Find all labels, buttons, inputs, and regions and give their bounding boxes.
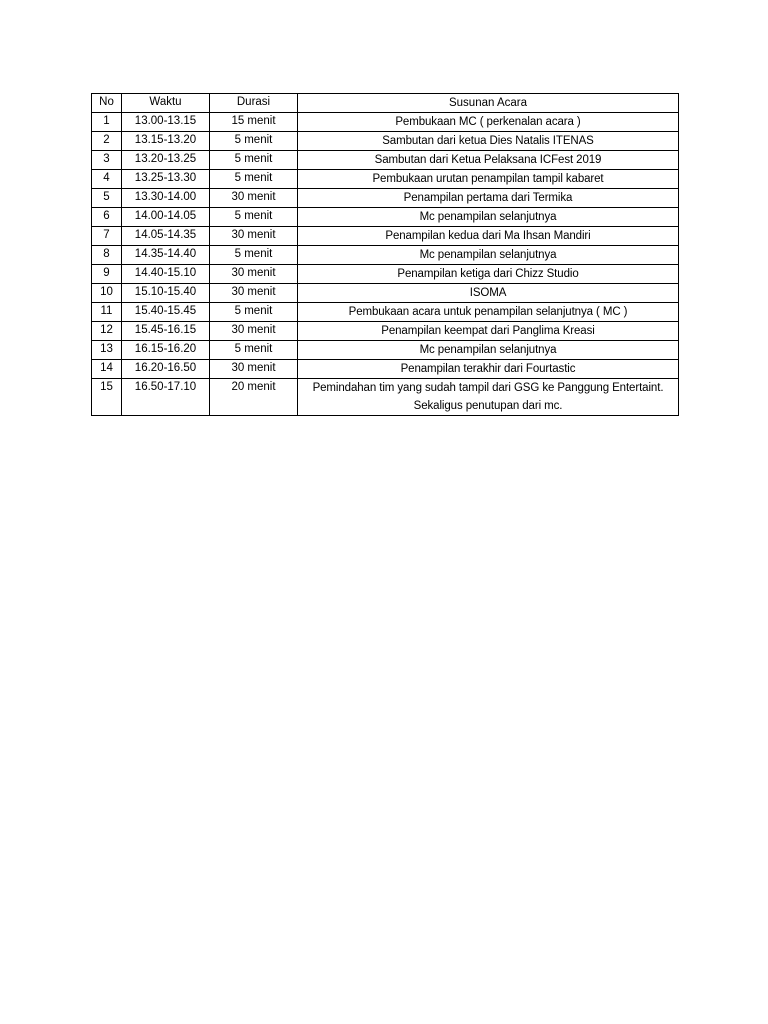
cell-acara: Pemindahan tim yang sudah tampil dari GSG ke Panggung Entertaint. Sekaligus penutupan dari mc. bbox=[298, 379, 679, 416]
cell-durasi: 5 menit bbox=[210, 151, 298, 170]
cell-waktu: 13.15-13.20 bbox=[122, 132, 210, 151]
table-row bbox=[92, 132, 679, 151]
cell-acara: Pembukaan acara untuk penampilan selanjutnya ( MC ) bbox=[298, 303, 679, 322]
cell-waktu: 15.10-15.40 bbox=[122, 284, 210, 303]
cell-waktu: 13.25-13.30 bbox=[122, 170, 210, 189]
cell-acara: Pembukaan urutan penampilan tampil kabaret bbox=[298, 170, 679, 189]
cell-durasi: 30 menit bbox=[210, 189, 298, 208]
cell-waktu: 16.15-16.20 bbox=[122, 341, 210, 360]
table-row bbox=[92, 208, 679, 227]
cell-no: 2 bbox=[92, 132, 122, 151]
cell-durasi: 5 menit bbox=[210, 132, 298, 151]
table-row bbox=[92, 151, 679, 170]
cell-durasi: 30 menit bbox=[210, 322, 298, 341]
cell-waktu: 13.20-13.25 bbox=[122, 151, 210, 170]
table-row bbox=[92, 303, 679, 322]
cell-acara: Penampilan keempat dari Panglima Kreasi bbox=[298, 322, 679, 341]
cell-no: 15 bbox=[92, 379, 122, 416]
cell-no: 8 bbox=[92, 246, 122, 265]
cell-waktu: 13.30-14.00 bbox=[122, 189, 210, 208]
cell-acara: ISOMA bbox=[298, 284, 679, 303]
cell-acara: Pembukaan MC ( perkenalan acara ) bbox=[298, 113, 679, 132]
table-row bbox=[92, 284, 679, 303]
cell-durasi: 5 menit bbox=[210, 246, 298, 265]
cell-acara: Mc penampilan selanjutnya bbox=[298, 208, 679, 227]
table-row bbox=[92, 189, 679, 208]
cell-durasi: 30 menit bbox=[210, 360, 298, 379]
cell-durasi: 5 menit bbox=[210, 341, 298, 360]
table-row bbox=[92, 170, 679, 189]
cell-durasi: 5 menit bbox=[210, 303, 298, 322]
cell-no: 10 bbox=[92, 284, 122, 303]
table-body bbox=[92, 113, 679, 416]
cell-waktu: 14.05-14.35 bbox=[122, 227, 210, 246]
cell-durasi: 30 menit bbox=[210, 284, 298, 303]
table-row bbox=[92, 360, 679, 379]
cell-no: 13 bbox=[92, 341, 122, 360]
header-acara: Susunan Acara bbox=[298, 94, 679, 113]
cell-no: 9 bbox=[92, 265, 122, 284]
cell-durasi: 30 menit bbox=[210, 265, 298, 284]
header-row bbox=[92, 94, 679, 113]
cell-no: 14 bbox=[92, 360, 122, 379]
cell-no: 12 bbox=[92, 322, 122, 341]
cell-acara: Mc penampilan selanjutnya bbox=[298, 246, 679, 265]
cell-no: 3 bbox=[92, 151, 122, 170]
cell-durasi: 5 menit bbox=[210, 170, 298, 189]
table-row bbox=[92, 246, 679, 265]
header-no: No bbox=[92, 94, 122, 113]
cell-waktu: 14.40-15.10 bbox=[122, 265, 210, 284]
cell-acara: Penampilan terakhir dari Fourtastic bbox=[298, 360, 679, 379]
cell-no: 5 bbox=[92, 189, 122, 208]
cell-no: 11 bbox=[92, 303, 122, 322]
cell-durasi: 5 menit bbox=[210, 208, 298, 227]
cell-waktu: 16.20-16.50 bbox=[122, 360, 210, 379]
table-row bbox=[92, 379, 679, 416]
cell-waktu: 15.45-16.15 bbox=[122, 322, 210, 341]
cell-waktu: 14.35-14.40 bbox=[122, 246, 210, 265]
table-row bbox=[92, 113, 679, 132]
table-row bbox=[92, 265, 679, 284]
cell-waktu: 14.00-14.05 bbox=[122, 208, 210, 227]
table-row bbox=[92, 227, 679, 246]
cell-no: 6 bbox=[92, 208, 122, 227]
header-durasi: Durasi bbox=[210, 94, 298, 113]
cell-no: 7 bbox=[92, 227, 122, 246]
schedule-table bbox=[91, 93, 679, 416]
table-row bbox=[92, 322, 679, 341]
cell-durasi: 30 menit bbox=[210, 227, 298, 246]
table-row bbox=[92, 341, 679, 360]
cell-durasi: 20 menit bbox=[210, 379, 298, 416]
cell-waktu: 16.50-17.10 bbox=[122, 379, 210, 416]
cell-acara: Sambutan dari ketua Dies Natalis ITENAS bbox=[298, 132, 679, 151]
cell-acara: Penampilan pertama dari Termika bbox=[298, 189, 679, 208]
cell-no: 4 bbox=[92, 170, 122, 189]
cell-acara: Penampilan kedua dari Ma Ihsan Mandiri bbox=[298, 227, 679, 246]
cell-waktu: 15.40-15.45 bbox=[122, 303, 210, 322]
header-waktu: Waktu bbox=[122, 94, 210, 113]
cell-waktu: 13.00-13.15 bbox=[122, 113, 210, 132]
cell-no: 1 bbox=[92, 113, 122, 132]
cell-acara: Mc penampilan selanjutnya bbox=[298, 341, 679, 360]
cell-acara: Sambutan dari Ketua Pelaksana ICFest 2019 bbox=[298, 151, 679, 170]
cell-acara: Penampilan ketiga dari Chizz Studio bbox=[298, 265, 679, 284]
table-header bbox=[92, 94, 679, 113]
cell-durasi: 15 menit bbox=[210, 113, 298, 132]
